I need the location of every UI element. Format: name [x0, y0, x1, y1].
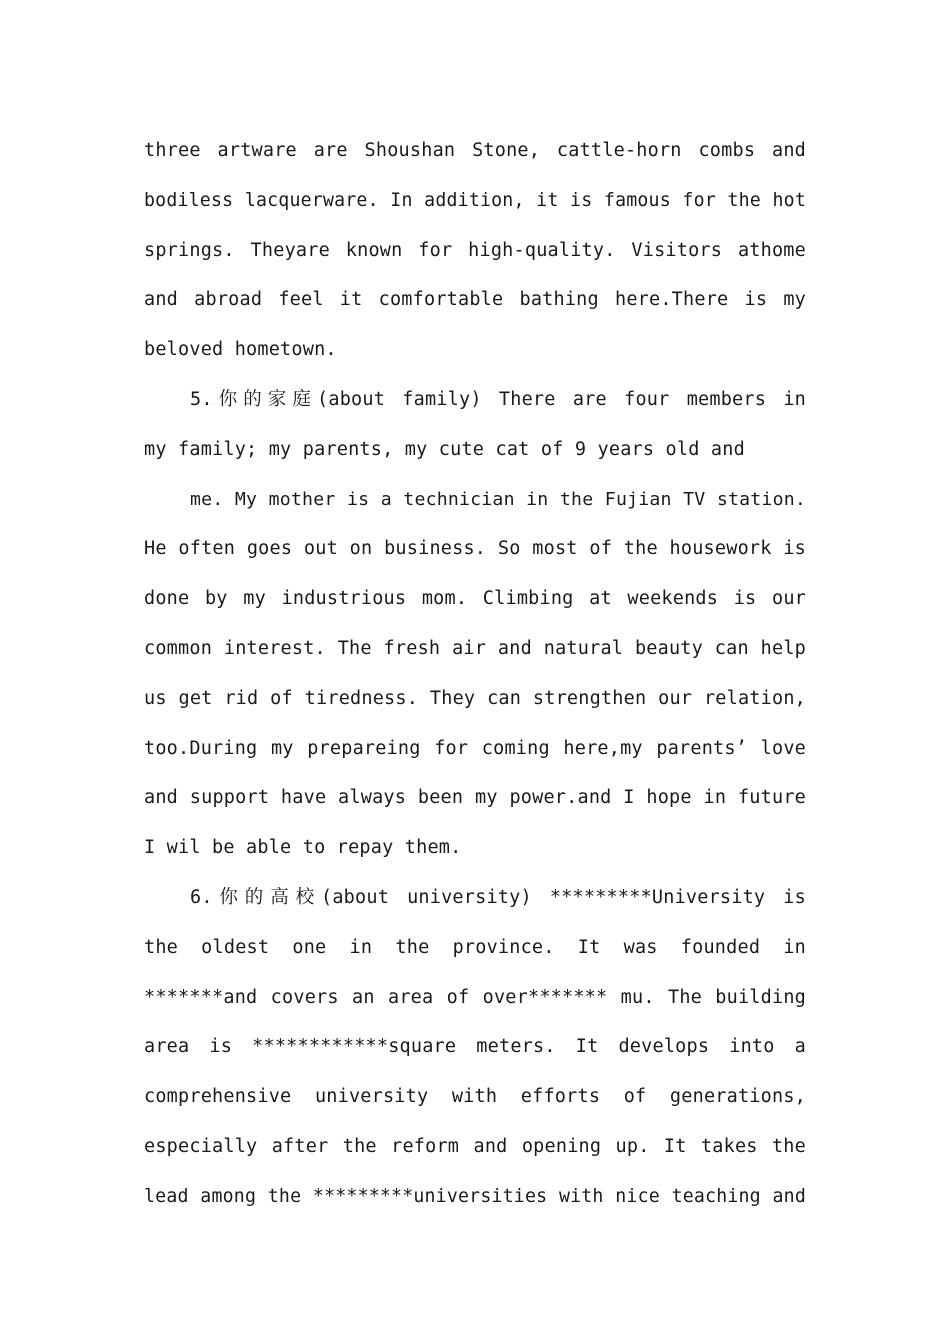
- text-line: I wil be able to repay them.: [144, 837, 462, 859]
- text-line: my family; my parents, my cute cat of 9 years old and: [144, 438, 745, 460]
- text-line: springs. Theyare known for high-quality. Visitors athome: [144, 239, 806, 261]
- text-line: me. My mother is a technician in the Fujian TV station.: [190, 488, 806, 510]
- text-line: common interest. The fresh air and natural beauty can help: [144, 637, 806, 659]
- text-line: *******and covers an area of over******* mu. The building: [144, 986, 806, 1008]
- text-line: area is ************square meters. It develops into a: [144, 1036, 806, 1058]
- text-line: done by my industrious mom. Climbing at weekends is our: [144, 588, 806, 610]
- text-line: and support have always been my power.and I hope in future: [144, 787, 806, 809]
- text-line: three artware are Shoushan Stone, cattle-horn combs and: [144, 140, 806, 161]
- text-line: He often goes out on business. So most of the housework is: [144, 538, 806, 560]
- text-line: comprehensive university with efforts of generations,: [144, 1086, 806, 1108]
- text-line: the oldest one in the province. It was founded in: [144, 936, 806, 958]
- text-line: lead among the *********universities with nice teaching and: [144, 1185, 806, 1207]
- text-line: us get rid of tiredness. They can strengthen our relation,: [144, 687, 806, 709]
- text-line: 5.你的家庭(about family) There are four members in: [190, 388, 806, 410]
- text-line: 6.你的高校(about university) *********University is: [190, 886, 806, 908]
- text-line: and abroad feel it comfortable bathing here.There is my: [144, 289, 806, 311]
- text-line: beloved hometown.: [144, 339, 337, 361]
- text-line: especially after the reform and opening up. It takes the: [144, 1135, 806, 1157]
- text-line: bodiless lacquerware. In addition, it is famous for the hot: [144, 189, 806, 211]
- text-line: too.During my prepareing for coming here,my parents’ love: [144, 737, 806, 759]
- body-text: [144, 126, 806, 1222]
